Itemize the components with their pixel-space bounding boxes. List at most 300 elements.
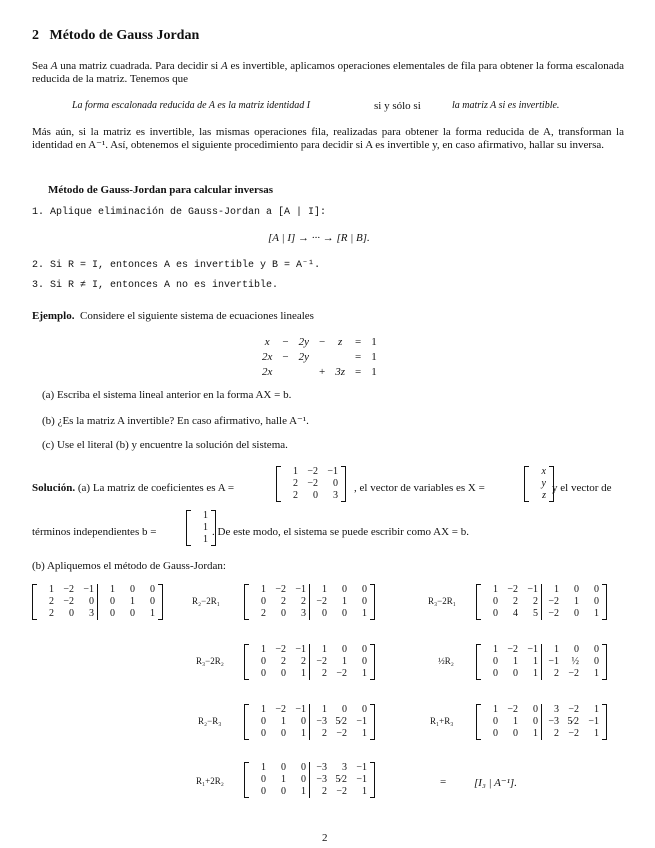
matrix-cell: 0: [594, 656, 599, 667]
matrix-row: [529, 466, 549, 478]
matrix-cell: 0: [89, 596, 94, 607]
matrix-cell: 1: [533, 728, 538, 739]
matrix-row: [281, 478, 341, 490]
equals-sign: =: [440, 776, 447, 788]
procedure-title: Método de Gauss-Jordan para calcular inversas: [48, 184, 273, 196]
matrix-cell: 2: [281, 596, 286, 607]
matrix-cell: −1: [295, 644, 306, 655]
matrix-cell: 1: [362, 668, 367, 679]
matrix-cell: 1: [513, 716, 518, 727]
matrix-cell: −1: [356, 762, 367, 773]
system-cell: 2x: [262, 366, 273, 378]
solution-text-3: y el vector de: [552, 482, 612, 494]
matrix-cell: 2: [301, 656, 306, 667]
matrix-cell: 1: [342, 596, 347, 607]
matrix-cell: 0: [342, 704, 347, 715]
matrix-cell: 4: [513, 608, 518, 619]
section-title: Método de Gauss Jordan: [49, 28, 200, 43]
matrix-grid: [529, 466, 549, 502]
matrix-cell: −1: [527, 584, 538, 595]
vector-x: [524, 466, 554, 502]
matrix-cell: −2: [568, 728, 579, 739]
matrix-row: [37, 608, 158, 620]
system-cell: z: [337, 336, 343, 348]
matrix-cell: 1: [342, 656, 347, 667]
system-cell: [278, 366, 292, 379]
system-cell: 2y: [298, 351, 309, 363]
matrix-cell: 1: [594, 668, 599, 679]
matrix-bracket-right: [158, 584, 163, 620]
matrix-cell: 1: [542, 584, 563, 596]
matrix-cell: 0: [150, 596, 155, 607]
matrix-cell: 0: [594, 644, 599, 655]
matrix-cell: 0: [301, 762, 306, 773]
matrix-cell: −1: [588, 716, 599, 727]
matrix-bracket-left: [244, 762, 249, 798]
matrix-cell: −1: [356, 716, 367, 727]
matrix-cell: 1: [574, 596, 579, 607]
matrix-cell: 1: [362, 608, 367, 619]
matrix-cell: 1: [203, 534, 208, 545]
matrix-cell: 0: [362, 656, 367, 667]
matrix-cell: 0: [281, 608, 286, 619]
matrix-row: [249, 584, 370, 596]
system-cell: −: [319, 336, 326, 348]
matrix-row: [249, 716, 370, 728]
matrix-row: [191, 534, 211, 546]
matrix-cell: 0: [98, 596, 119, 608]
matrix-cell: 2: [310, 668, 331, 680]
intro-paragraph-1: [32, 60, 624, 86]
system-cell: =: [355, 336, 362, 348]
system-cell: =: [355, 351, 362, 363]
solution-text-4: términos independientes b =: [32, 526, 157, 538]
matrix-cell: 0: [98, 608, 119, 620]
matrix-cell: 1: [594, 608, 599, 619]
matrix-row: [281, 490, 341, 502]
matrix-row: [281, 466, 341, 478]
matrix-cell: 3: [333, 490, 338, 501]
matrix-cell: 1: [49, 584, 54, 595]
matrix-cell: −2: [507, 644, 518, 655]
matrix-row: [529, 478, 549, 490]
row-op-6: R₁+R₃: [430, 716, 454, 726]
matrix-grid: [249, 644, 370, 680]
solution-line-1: [32, 482, 234, 494]
matrix-bracket-left: [32, 584, 37, 620]
matrix-cell: −1: [295, 704, 306, 715]
matrix-row: [249, 644, 370, 656]
var-a: A: [220, 60, 228, 72]
matrix-bracket-right: [602, 644, 607, 680]
matrix-cell: 1: [281, 774, 286, 785]
matrix-cell: 0: [261, 786, 266, 797]
matrix-cell: 1: [310, 704, 331, 716]
matrix-cell: −2: [307, 466, 318, 477]
matrix-cell: 2: [281, 656, 286, 667]
matrix-bracket-right: [370, 762, 375, 798]
matrix-bracket-right: [370, 644, 375, 680]
system-cell: +: [319, 366, 326, 378]
matrix-cell: −2: [275, 584, 286, 595]
matrix-cell: 2: [533, 596, 538, 607]
matrix-cell: 1: [594, 704, 599, 715]
matrix-bracket-left: [476, 584, 481, 620]
augmented-matrix-2: [476, 584, 607, 620]
matrix-cell: 0: [574, 644, 579, 655]
matrix-cell: −2: [63, 584, 74, 595]
matrix-cell: 0: [261, 716, 266, 727]
matrix-cell: 0: [493, 716, 498, 727]
row-op-5: R₂−R₃: [198, 716, 222, 726]
matrix-cell: 1: [362, 728, 367, 739]
matrix-cell: 1: [281, 716, 286, 727]
matrix-row: [249, 786, 370, 798]
matrix-cell: 0: [261, 728, 266, 739]
section-heading: [32, 28, 199, 44]
matrix-cell: 1: [203, 510, 208, 521]
matrix-cell: 0: [362, 704, 367, 715]
var-a: A: [50, 60, 58, 72]
matrix-cell: 0: [281, 762, 286, 773]
matrix-bracket-left: [476, 704, 481, 740]
matrix-cell: 2: [49, 608, 54, 619]
matrix-cell: 0: [301, 774, 306, 785]
matrix-row: [249, 728, 370, 740]
matrix-cell: ½: [571, 656, 579, 667]
matrix-cell: −1: [327, 466, 338, 477]
augmented-matrix-7: [244, 762, 375, 798]
matrix-cell: −3: [310, 774, 331, 786]
matrix-cell: 1: [493, 644, 498, 655]
matrix-cell: −1: [356, 774, 367, 785]
theorem-right: la matriz A si es invertible.: [452, 100, 560, 111]
matrix-cell: −2: [507, 704, 518, 715]
matrix-grid: [481, 644, 602, 680]
matrix-cell: 1: [301, 728, 306, 739]
matrix-cell: 1: [261, 704, 266, 715]
matrix-bracket-left: [524, 466, 529, 502]
matrix-cell: 1: [493, 704, 498, 715]
matrix-bracket-right: [602, 704, 607, 740]
matrix-cell: 0: [493, 728, 498, 739]
matrix-grid: [249, 762, 370, 798]
system-cell: 2y: [298, 336, 309, 348]
row-op-4: ½R₂: [438, 656, 454, 666]
matrix-row: [529, 490, 549, 502]
system-row: [258, 336, 381, 349]
matrix-cell: 0: [261, 668, 266, 679]
matrix-cell: 0: [261, 596, 266, 607]
matrix-cell: −2: [310, 656, 331, 668]
matrix-cell: −2: [275, 704, 286, 715]
matrix-row: [481, 668, 602, 680]
matrix-cell: 5⁄2: [335, 716, 347, 727]
matrix-cell: 5⁄2: [335, 774, 347, 785]
matrix-cell: −1: [295, 584, 306, 595]
matrix-cell: −1: [527, 644, 538, 655]
matrix-cell: 2: [513, 596, 518, 607]
intro-text-c: es invertible, aplicamos operaciones elementales de fila para obtener la forma escalonada reducida de la matriz. Tenemos que: [32, 60, 624, 85]
matrix-cell: 1: [310, 644, 331, 656]
matrix-bracket-right: [602, 584, 607, 620]
procedure-step-1-formula: [A | I] → ··· → [R | B].: [268, 232, 370, 244]
matrix-cell: 0: [493, 668, 498, 679]
system-cell: [315, 351, 329, 364]
matrix-cell: 1: [310, 584, 331, 596]
matrix-cell: 0: [533, 704, 538, 715]
matrix-cell: 0: [130, 584, 135, 595]
procedure-step-1: 1. Aplique eliminación de Gauss-Jordan a [A | I]:: [32, 207, 327, 218]
matrix-cell: 1: [150, 608, 155, 619]
matrix-cell: 2: [542, 668, 563, 680]
matrix-cell: −2: [568, 704, 579, 715]
matrix-cell: 0: [513, 728, 518, 739]
solution-label: Solución.: [32, 482, 76, 494]
matrix-row: [191, 522, 211, 534]
matrix-row: [249, 762, 370, 774]
matrix-grid: [249, 704, 370, 740]
system-cell: [331, 351, 349, 364]
solution-text-1: (a) La matriz de coeficientes es A =: [77, 482, 235, 494]
linear-system-table: [256, 334, 383, 381]
matrix-cell: 2: [301, 596, 306, 607]
matrix-row: [481, 716, 602, 728]
system-row: [258, 366, 381, 379]
matrix-row: [481, 728, 602, 740]
matrix-cell: −1: [542, 656, 563, 668]
matrix-cell: z: [542, 490, 546, 501]
augmented-matrix-5: [244, 704, 375, 740]
matrix-cell: −2: [336, 786, 347, 797]
matrix-cell: 1: [261, 584, 266, 595]
matrix-cell: 0: [594, 584, 599, 595]
matrix-cell: 0: [342, 644, 347, 655]
matrix-cell: 0: [342, 584, 347, 595]
matrix-row: [481, 644, 602, 656]
matrix-cell: 0: [69, 608, 74, 619]
system-cell: =: [355, 366, 362, 378]
matrix-cell: −2: [568, 668, 579, 679]
matrix-row: [249, 608, 370, 620]
matrix-cell: 0: [342, 608, 347, 619]
matrix-cell: 0: [574, 584, 579, 595]
matrix-cell: 0: [362, 596, 367, 607]
augmented-matrix-1: [244, 584, 375, 620]
matrix-cell: 1: [493, 584, 498, 595]
matrix-cell: 1: [98, 584, 119, 596]
matrix-cell: 0: [493, 596, 498, 607]
matrix-cell: −2: [336, 668, 347, 679]
matrix-row: [481, 704, 602, 716]
matrix-cell: 0: [574, 608, 579, 619]
matrix-cell: −2: [542, 608, 563, 620]
augmented-matrix-3: [244, 644, 375, 680]
matrix-cell: 1: [513, 656, 518, 667]
matrix-cell: 0: [281, 786, 286, 797]
system-cell: 1: [371, 351, 377, 363]
matrix-cell: 2: [49, 596, 54, 607]
matrix-row: [191, 510, 211, 522]
solution-text-5: . De este modo, el sistema se puede escribir como AX = b.: [212, 526, 470, 538]
linear-system: [256, 334, 383, 381]
matrix-cell: 2: [261, 608, 266, 619]
matrix-cell: 2: [293, 478, 298, 489]
augmented-matrix-4: [476, 644, 607, 680]
question-c: (c) Use el literal (b) y encuentre la solución del sistema.: [42, 439, 288, 451]
procedure-step-2: 2. Si R = I, entonces A es invertible y B = A⁻¹.: [32, 260, 321, 271]
matrix-cell: 0: [533, 716, 538, 727]
row-op-3: R₃−2R₂: [196, 656, 224, 666]
matrix-bracket-left: [186, 510, 191, 546]
matrix-a: [276, 466, 346, 502]
matrix-cell: 0: [261, 656, 266, 667]
system-cell: [295, 366, 313, 379]
row-op-1: R₂−2R₁: [192, 596, 220, 606]
matrix-row: [481, 584, 602, 596]
matrix-cell: 1: [203, 522, 208, 533]
system-cell: 1: [371, 336, 377, 348]
matrix-cell: 0: [594, 596, 599, 607]
matrix-cell: 1: [533, 656, 538, 667]
matrix-row: [249, 668, 370, 680]
section-number: 2: [32, 28, 39, 43]
matrix-cell: 0: [493, 608, 498, 619]
matrix-cell: y: [541, 478, 546, 489]
intro-text-b: una matriz cuadrada. Para decidir si: [57, 60, 221, 72]
matrix-cell: 1: [301, 786, 306, 797]
question-a: (a) Escriba el sistema lineal anterior en la forma AX = b.: [42, 389, 292, 401]
matrix-cell: 0: [362, 644, 367, 655]
system-cell: x: [264, 336, 270, 348]
matrix-cell: 0: [150, 584, 155, 595]
matrix-cell: 1: [293, 466, 298, 477]
matrix-cell: 1: [362, 786, 367, 797]
matrix-row: [249, 656, 370, 668]
matrix-bracket-left: [244, 584, 249, 620]
system-cell: 2x: [262, 351, 273, 363]
matrix-cell: 5: [533, 608, 538, 619]
matrix-cell: 0: [513, 668, 518, 679]
matrix-grid: [249, 584, 370, 620]
system-cell: −: [282, 336, 289, 348]
matrix-bracket-left: [244, 704, 249, 740]
page-number: 2: [322, 832, 328, 844]
system-cell: −: [282, 351, 289, 363]
augmented-matrix-6: [476, 704, 607, 740]
matrix-cell: −2: [336, 728, 347, 739]
matrix-bracket-left: [476, 644, 481, 680]
matrix-cell: −2: [507, 584, 518, 595]
matrix-grid: [281, 466, 341, 502]
matrix-cell: −2: [63, 596, 74, 607]
matrix-cell: 1: [533, 668, 538, 679]
matrix-cell: 2: [542, 728, 563, 740]
matrix-cell: 0: [301, 716, 306, 727]
matrix-row: [249, 596, 370, 608]
matrix-cell: 1: [542, 644, 563, 656]
matrix-row: [37, 596, 158, 608]
matrix-row: [37, 584, 158, 596]
matrix-cell: 2: [310, 728, 331, 740]
matrix-cell: 0: [333, 478, 338, 489]
matrix-bracket-right: [370, 704, 375, 740]
matrix-cell: 3: [542, 704, 563, 716]
matrix-row: [481, 656, 602, 668]
matrix-cell: 0: [281, 728, 286, 739]
matrix-cell: 3: [342, 762, 347, 773]
matrix-cell: 1: [130, 596, 135, 607]
matrix-cell: x: [541, 466, 546, 477]
matrix-row: [481, 608, 602, 620]
matrix-cell: 0: [310, 608, 331, 620]
matrix-cell: −3: [310, 762, 331, 774]
matrix-grid: [481, 704, 602, 740]
matrix-cell: 5⁄2: [567, 716, 579, 727]
matrix-cell: −2: [310, 596, 331, 608]
matrix-bracket-left: [276, 466, 281, 502]
procedure-step-3: 3. Si R ≠ I, entonces A no es invertible.: [32, 280, 279, 291]
matrix-cell: −1: [83, 584, 94, 595]
result-identity-inverse: [I₃ | A⁻¹].: [474, 777, 517, 789]
intro-text-a: Sea: [32, 60, 51, 72]
intro-paragraph-2: Más aún, si la matriz es invertible, las mismas operaciones fila, realizadas para obtener la forma reducida de A, transforman la identidad en A⁻¹. Así, obtenemos el siguiente procedimiento para decidir si A es invertible y, en caso afirmativo, hallar su inversa.: [32, 126, 624, 151]
example-heading: [32, 310, 314, 322]
matrix-bracket-right: [370, 584, 375, 620]
matrix-cell: 3: [89, 608, 94, 619]
matrix-cell: −3: [310, 716, 331, 728]
matrix-cell: 3: [301, 608, 306, 619]
example-text: Considere el siguiente sistema de ecuaciones lineales: [79, 310, 314, 322]
matrix-cell: −2: [307, 478, 318, 489]
row-op-2: R₃−2R₁: [428, 596, 456, 606]
theorem-middle: si y sólo si: [374, 100, 421, 112]
matrix-grid: [191, 510, 211, 546]
system-cell: 1: [371, 366, 377, 378]
matrix-cell: 0: [493, 656, 498, 667]
system-row: [258, 351, 381, 364]
matrix-grid: [37, 584, 158, 620]
matrix-cell: 2: [293, 490, 298, 501]
matrix-cell: 0: [362, 584, 367, 595]
matrix-bracket-right: [341, 466, 346, 502]
matrix-row: [249, 774, 370, 786]
gauss-jordan-intro: (b) Apliquemos el método de Gauss-Jordan:: [32, 560, 226, 572]
matrix-cell: −2: [542, 596, 563, 608]
matrix-cell: 1: [261, 762, 266, 773]
matrix-cell: 2: [310, 786, 331, 798]
matrix-cell: −3: [542, 716, 563, 728]
matrix-cell: −2: [275, 644, 286, 655]
augmented-matrix-0: [32, 584, 163, 620]
theorem-left: La forma escalonada reducida de A es la matriz identidad I: [72, 100, 311, 111]
matrix-row: [481, 596, 602, 608]
matrix-cell: 1: [594, 728, 599, 739]
question-b: (b) ¿Es la matriz A invertible? En caso afirmativo, halle A⁻¹.: [42, 415, 309, 427]
system-cell: 3z: [335, 366, 345, 378]
matrix-cell: 0: [261, 774, 266, 785]
matrix-row: [249, 704, 370, 716]
solution-text-2: , el vector de variables es X =: [354, 482, 485, 494]
matrix-cell: 0: [313, 490, 318, 501]
matrix-cell: 0: [281, 668, 286, 679]
row-op-7: R₁+2R₂: [196, 776, 224, 786]
matrix-bracket-left: [244, 644, 249, 680]
matrix-cell: 1: [261, 644, 266, 655]
matrix-cell: 0: [130, 608, 135, 619]
matrix-cell: 1: [301, 668, 306, 679]
matrix-grid: [481, 584, 602, 620]
